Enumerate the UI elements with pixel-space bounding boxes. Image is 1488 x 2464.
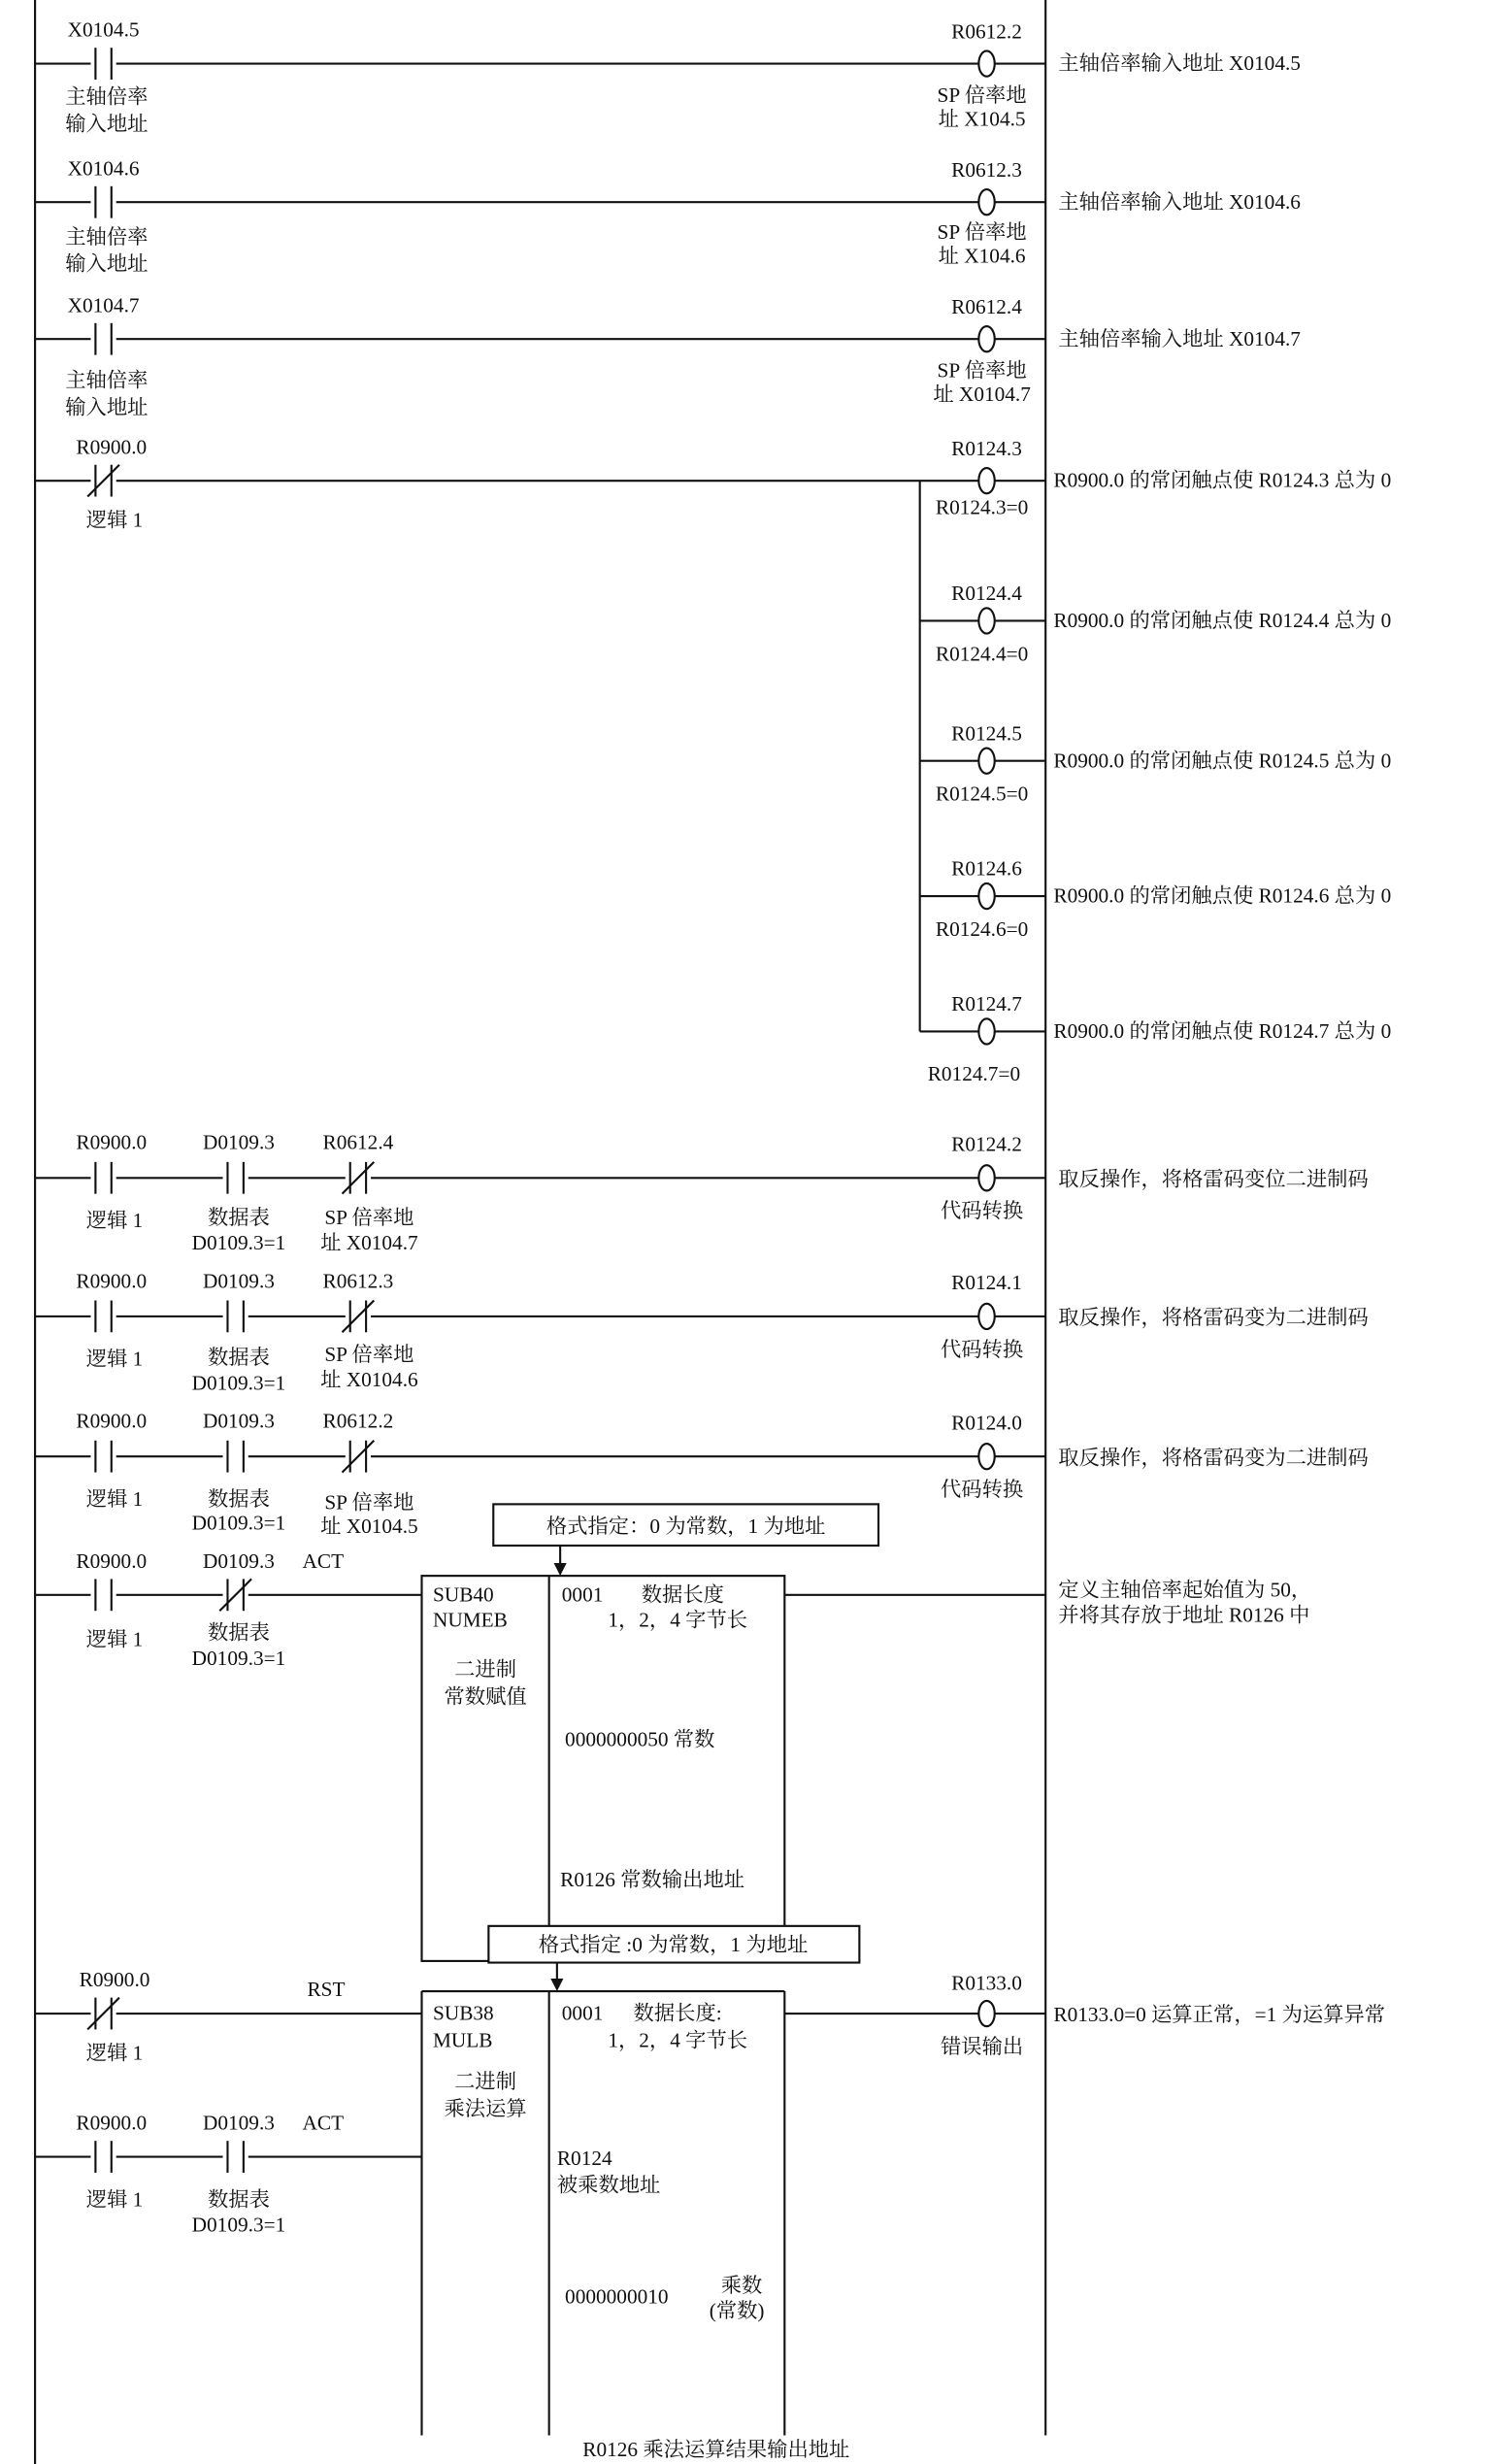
contact-note: D0109.3=1: [191, 1371, 286, 1395]
rung-6: [35, 1269, 1369, 1394]
contact-address: D0109.3: [202, 1130, 275, 1154]
format-note-text: 格式指定 :0 为常数，1 为地址: [538, 1933, 809, 1957]
contact-no-d0109-3: [223, 2140, 248, 2175]
contact-nc-r0612-2: [343, 1439, 375, 1474]
contact-address: D0109.3: [202, 1409, 275, 1433]
contact-address: R0900.0: [76, 1130, 148, 1154]
coil-r0124-4: [978, 608, 994, 633]
contact-note: 址 X0104.6: [320, 1368, 418, 1392]
contact-note: D0109.3=1: [191, 1511, 286, 1535]
rung-2: [35, 156, 1301, 275]
contact-note: SP 倍率地: [324, 1342, 414, 1366]
contact-no-r0900-0: [90, 2140, 116, 2175]
contact-address: R0900.0: [79, 1968, 150, 1992]
block-length-label: 数据长度: [641, 1582, 724, 1607]
contact-note: SP 倍率地: [324, 1490, 414, 1515]
block-output: R0126 常数输出地址: [560, 1867, 745, 1891]
coil-r0124-1: [978, 1304, 994, 1329]
block-length-label: 数据长度:: [633, 2001, 722, 2025]
block-desc: 乘法运算: [444, 2096, 527, 2120]
coil-address: R0124.3: [951, 436, 1022, 460]
coil-r0124-2: [978, 1165, 994, 1190]
rung-comment: R0133.0=0 运算正常，=1 为运算异常: [1053, 2003, 1386, 2027]
contact-no-d0109-3: [223, 1299, 248, 1334]
contact-no-d0109-3: [223, 1160, 248, 1195]
contact-note: 输入地址: [65, 112, 149, 136]
coil-address: R0124.4: [951, 582, 1022, 606]
coil-note: 错误输出: [941, 2035, 1024, 2058]
coil-note: SP 倍率地: [937, 358, 1027, 383]
coil-r0612-2: [978, 50, 994, 76]
rung-comment: 主轴倍率输入地址 X0104.5: [1058, 51, 1301, 76]
coil-address: R0124.5: [951, 721, 1022, 746]
block-name: SUB38: [432, 2001, 494, 2025]
rung-5: [35, 1131, 1369, 1254]
coil-note: 址 X0104.7: [933, 383, 1031, 407]
coil-r0124-0: [978, 1444, 994, 1469]
contact-note: 数据表: [207, 1620, 270, 1645]
contact-nc-d0109-3: [219, 1578, 251, 1613]
rst-label: RST: [307, 1977, 346, 2001]
contact-note: 逻辑 1: [85, 508, 144, 532]
contact-note: 逻辑 1: [85, 1487, 144, 1511]
contact-note: 逻辑 1: [85, 2041, 144, 2065]
coil-address: R0124.0: [951, 1411, 1022, 1435]
contact-note: D0109.3=1: [191, 2213, 286, 2237]
block-multiplicand-label: 被乘数地址: [556, 2173, 661, 2197]
contact-note: D0109.3=1: [191, 1231, 286, 1255]
coil-address: R0124.2: [951, 1132, 1022, 1156]
function-block-sub38: [421, 1991, 849, 2461]
contact-nc-r0900-0: [87, 463, 119, 498]
coil-note: 址 X104.5: [938, 107, 1026, 131]
rung-comment: 定义主轴倍率起始值为 50，: [1058, 1578, 1312, 1602]
rung-comment: 取反操作，将格雷码变为二进制码: [1058, 1306, 1369, 1330]
format-note-1: [493, 1504, 878, 1576]
coil-address: R0133.0: [951, 1971, 1022, 1995]
contact-address: R0612.4: [322, 1130, 394, 1154]
rung-4: [35, 435, 1391, 1085]
coil-r0124-7: [978, 1018, 994, 1044]
contact-nc-r0612-3: [343, 1299, 375, 1334]
coil-address: R0612.3: [951, 157, 1022, 182]
coil-state: R0124.3=0: [935, 495, 1029, 519]
block-name: SUB40: [432, 1582, 494, 1607]
block-mnemonic: MULB: [432, 2028, 493, 2052]
function-block-sub40: [421, 1576, 784, 1961]
contact-note: SP 倍率地: [324, 1205, 414, 1229]
coil-r0612-4: [978, 326, 994, 351]
coil-address: R0124.6: [951, 856, 1022, 881]
contact-no-d0109-3: [223, 1439, 248, 1474]
contact-address: R0900.0: [76, 1409, 148, 1433]
contact-address: R0900.0: [76, 2111, 148, 2135]
contact-note: 输入地址: [65, 395, 149, 419]
coil-address: R0612.4: [951, 294, 1022, 318]
contact-address: D0109.3: [202, 1548, 275, 1573]
block-format: 0001: [561, 2001, 604, 2025]
contact-address: R0612.3: [322, 1269, 394, 1293]
contact-note: 主轴倍率: [65, 224, 149, 249]
contact-note: 数据表: [207, 1205, 270, 1229]
rung-comment: R0900.0 的常闭触点使 R0124.5 总为 0: [1053, 749, 1392, 773]
rung-comment: 取反操作，将格雷码变为二进制码: [1058, 1446, 1369, 1470]
coil-note: 代码转换: [941, 1199, 1024, 1223]
block-multiplicand: R0124: [556, 2146, 612, 2170]
contact-no-x0104-5: [90, 47, 116, 82]
block-length-options: 1，2，4 字节长: [608, 1608, 748, 1632]
arrow-down-icon: [550, 1979, 563, 1991]
rung-3: [35, 293, 1301, 418]
coil-note: 代码转换: [941, 1337, 1024, 1361]
contact-address: X0104.6: [67, 156, 140, 181]
contact-note: 址 X0104.5: [320, 1514, 418, 1538]
rung-comment: 主轴倍率输入地址 X0104.6: [1058, 189, 1301, 214]
contact-note: 址 X0104.7: [320, 1231, 418, 1255]
contact-address: R0900.0: [76, 435, 148, 459]
block-desc: 二进制: [454, 1657, 517, 1682]
block-length-options: 1，2，4 字节长: [608, 2028, 748, 2052]
coil-note: 代码转换: [941, 1478, 1024, 1502]
rung-comment: R0900.0 的常闭触点使 R0124.7 总为 0: [1053, 1018, 1392, 1043]
block-desc: 常数赋值: [444, 1684, 527, 1709]
contact-no-r0900-0: [90, 1578, 116, 1613]
block-frame: [421, 1576, 784, 1961]
rung-comment: R0900.0 的常闭触点使 R0124.3 总为 0: [1053, 468, 1392, 492]
contact-no-x0104-6: [90, 184, 116, 219]
contact-address: R0900.0: [76, 1548, 148, 1573]
block-multiplier: 0000000010: [565, 2284, 669, 2309]
block-format: 0001: [561, 1582, 604, 1607]
contact-note: 逻辑 1: [85, 2187, 144, 2212]
block-constant: 0000000050 常数: [565, 1727, 715, 1751]
contact-no-r0900-0: [90, 1160, 116, 1195]
block-desc: 二进制: [454, 2070, 517, 2094]
coil-state: R0124.5=0: [935, 782, 1029, 806]
contact-note: D0109.3=1: [191, 1646, 286, 1670]
contact-note: 数据表: [207, 1487, 270, 1511]
contact-no-x0104-7: [90, 321, 116, 356]
rung-comment: R0900.0 的常闭触点使 R0124.6 总为 0: [1053, 883, 1392, 908]
contact-note: 数据表: [207, 2187, 270, 2212]
coil-address: R0612.2: [951, 19, 1022, 44]
coil-r0124-5: [978, 749, 994, 774]
rung-10: [35, 2112, 421, 2237]
rung-comment: 主轴倍率输入地址 X0104.7: [1058, 326, 1301, 350]
contact-address: D0109.3: [202, 2111, 275, 2135]
act-label: ACT: [302, 1548, 345, 1573]
contact-note: 输入地址: [65, 251, 149, 276]
rung-comment: R0900.0 的常闭触点使 R0124.4 总为 0: [1053, 608, 1392, 632]
contact-nc-r0612-4: [343, 1160, 375, 1195]
coil-r0124-6: [978, 883, 994, 909]
contact-address: R0612.2: [322, 1409, 394, 1433]
contact-address: X0104.7: [67, 293, 140, 317]
rung-comment: 并将其存放于地址 R0126 中: [1058, 1603, 1310, 1627]
block-mnemonic: NUMEB: [432, 1608, 508, 1632]
contact-note: 逻辑 1: [85, 1209, 144, 1233]
arrow-down-icon: [554, 1563, 567, 1576]
format-note-2: [488, 1926, 859, 1991]
contact-no-r0900-0: [90, 1299, 116, 1334]
contact-note: 数据表: [207, 1346, 270, 1370]
coil-r0124-3: [978, 468, 994, 493]
coil-note: SP 倍率地: [937, 219, 1027, 244]
coil-r0133-0: [978, 2001, 994, 2026]
contact-note: 主轴倍率: [65, 84, 149, 109]
coil-state: R0124.4=0: [935, 642, 1029, 666]
act-label: ACT: [302, 2111, 345, 2135]
coil-r0612-3: [978, 189, 994, 215]
contact-nc-r0900-0: [87, 1996, 119, 2031]
contact-note: 逻辑 1: [85, 1347, 144, 1371]
block-output: R0126 乘法运算结果输出地址: [582, 2437, 850, 2461]
contact-note: 主轴倍率: [65, 368, 149, 392]
coil-address: R0124.1: [951, 1271, 1022, 1295]
coil-note: SP 倍率地: [937, 83, 1027, 107]
coil-state: R0124.7=0: [927, 1062, 1021, 1086]
rung-8: [35, 1549, 1311, 1961]
block-multiplier-label: (常数): [709, 2299, 765, 2323]
coil-address: R0124.7: [951, 992, 1022, 1016]
contact-address: R0900.0: [76, 1269, 148, 1293]
rung-comment: 取反操作，将格雷码变位二进制码: [1058, 1167, 1369, 1191]
format-note-text: 格式指定：0 为常数，1 为地址: [546, 1514, 826, 1538]
contact-address: D0109.3: [202, 1269, 275, 1293]
contact-note: 逻辑 1: [85, 1627, 144, 1651]
contact-no-r0900-0: [90, 1439, 116, 1474]
contact-address: X0104.5: [67, 17, 140, 42]
block-multiplier-label: 乘数: [720, 2273, 763, 2297]
coil-state: R0124.6=0: [935, 917, 1029, 942]
rung-1: [35, 18, 1301, 136]
coil-note: 址 X104.6: [938, 244, 1026, 268]
